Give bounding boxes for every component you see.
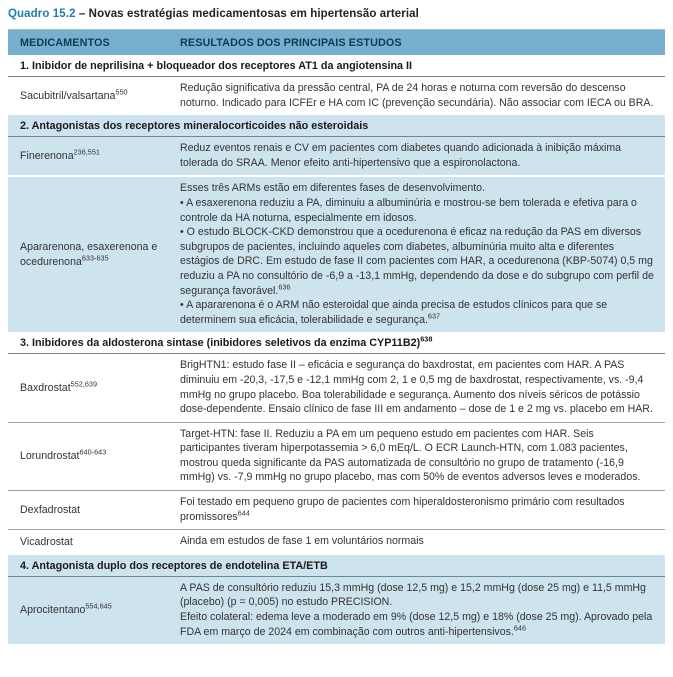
drug-cell	[8, 423, 180, 490]
result-cell	[180, 491, 665, 529]
drug-name	[20, 149, 100, 164]
result-cell	[180, 77, 665, 115]
drug-cell	[8, 530, 180, 555]
section-header-citation: 638	[420, 334, 433, 344]
result-paragraph: A PAS de consultório reduziu 15,3 mmHg (dose 12,5 mg) e 15,2 mmHg (dose 25 mg) e 11,5 mmHg (placebo) (p = 0,005) no estudo PRECISION.	[180, 581, 646, 609]
section-header	[8, 55, 665, 77]
drug-name-text: Finerenona	[20, 149, 74, 162]
result-paragraph: Foi testado em pequeno grupo de pacientes com hiperaldosteronismo primário com resultados promissores$^{644}$	[180, 496, 625, 523]
result-paragraph: Esses três ARMs estão em diferentes fases de desenvolvimento.	[180, 182, 486, 195]
result-cell	[180, 354, 665, 421]
section-header-text: 4. Antagonista duplo dos receptores de endotelina ETA/ETB	[20, 559, 328, 572]
drug-name	[20, 535, 73, 550]
drug-name-text: Apararenona, esaxerenona e ocedurenona	[20, 241, 158, 268]
drug-name-text: Dexfadrostat	[20, 503, 81, 516]
table-caption-number: Quadro 15.2	[8, 8, 76, 20]
result-paragraph: BrigHTN1: estudo fase II – eficácia e segurança do baxdrostat, em pacientes com HAR. A PAS diminuiu em -20,3, -17,5 e -12,1 mmHg com 2, 1 e 0,5 mg de baxdrostat, respectivamente, vs. -9,4 mmHg no grupo placebo. Boa tolerabilidade e segurança. Aumento dos níveis séricos de potássio dose-dependente. Ensaio clínico de fase III em andamento – dose de 1 e 2 mg vs. placebo em HAR.	[180, 359, 653, 416]
result-paragraph: • O estudo BLOCK-CKD demonstrou que a ocedurenona é eficaz na redução da PAS em diversos subgrupos de pacientes, incluindo aqueles com diabetes, albuminúria muito alta e diferentes estágios de DRC. Em estudo de fase II com pacientes com HAR, a ocedurenona (KBP-5074) 0,5 mg reduziu a PA no consultório de -6,9 a -13,1 mmHg, dependendo da dose e do subgrupo com perfil de segurança favorável.$^{636}$	[180, 226, 654, 297]
drug-citation: 640-643	[79, 447, 107, 457]
drug-name	[20, 240, 174, 269]
table-row	[8, 137, 665, 175]
drug-cell	[8, 177, 180, 332]
result-citation: 636	[278, 282, 291, 291]
section-arm-nao-esteroidais	[8, 115, 665, 332]
drug-name	[20, 449, 106, 464]
result-citation: 637	[427, 311, 441, 321]
drug-name	[20, 89, 128, 104]
result-cell	[180, 137, 665, 175]
table-caption	[8, 8, 665, 20]
column-header-medicamentos: MEDICAMENTOS	[20, 37, 110, 49]
section-header	[8, 332, 665, 354]
table-row	[8, 175, 665, 332]
table-row	[8, 529, 665, 555]
result-paragraph: Target-HTN: fase II. Reduziu a PA em um pequeno estudo em pacientes com HAR. Seis participantes tiveram hiperpotassemia > 6,0 mEq/L. O ECR Launch-HTN, com 1.083 pacientes, mostrou queda significante da PAS automatizada de consultório no grupo de tratamento (-16,9 mmHg) vs. -7,9 mmHg no grupo placebo, mas com 50% de eventos adversos leves e moderados.	[180, 427, 641, 484]
result-paragraph: Redução significativa da pressão central, PA de 24 horas e noturna com reversão do descenso noturno. Indicado para ICFEr e HA com IC (prevenção secundária). Não associar com IECA ou BRA.	[180, 82, 654, 109]
drug-citation: 550	[115, 87, 128, 97]
table-row	[8, 354, 665, 421]
result-cell	[180, 177, 665, 332]
table-row	[8, 422, 665, 490]
section-neprilisina	[8, 55, 665, 115]
drug-citation: 236,551	[73, 147, 100, 157]
section-header-text: 1. Inibidor de neprilisina + bloqueador dos receptores AT1 da angiotensina II	[20, 60, 413, 72]
drug-name	[20, 603, 112, 618]
result-cell	[180, 530, 665, 555]
drug-table	[8, 29, 665, 644]
drug-name-text: Baxdrostat	[20, 381, 71, 394]
drug-cell	[8, 491, 180, 529]
table-row	[8, 577, 665, 644]
drug-cell	[8, 577, 180, 644]
drug-name-text: Aprocitentano	[20, 604, 86, 617]
table-row	[8, 490, 665, 529]
section-header-text: 3. Inibidores da aldosterona sintase (inibidores seletivos da enzima CYP11B2)	[20, 337, 421, 350]
drug-citation: 552,639	[70, 379, 98, 389]
result-citation: 646	[513, 623, 527, 633]
table-header-row	[8, 30, 665, 55]
drug-name-text: Lorundrostat	[20, 450, 80, 463]
drug-name-text: Vicadrostat	[20, 536, 73, 549]
table-row	[8, 77, 665, 115]
result-cell	[180, 577, 665, 644]
result-paragraph: • A esaxerenona reduziu a PA, diminuiu a albuminúria e mostrou-se bem tolerada e efetiva para o controle da HA noturna, especialmente em idosos.	[180, 196, 637, 224]
result-paragraph: • A apararenona é o ARM não esteroidal que ainda precisa de estudos clínicos para que se determinem sua eficácia, tolerabilidade e segurança.$^{637}$	[180, 299, 608, 326]
section-header	[8, 115, 665, 137]
result-paragraph: Ainda em estudos de fase 1 em voluntários normais	[180, 535, 424, 548]
drug-name	[20, 381, 97, 396]
drug-name	[20, 503, 80, 518]
drug-citation: 554,645	[85, 601, 112, 611]
drug-name-text: Sacubitril/valsartana	[20, 89, 116, 102]
result-paragraph: Reduz eventos renais e CV em pacientes com diabetes quando adicionada à inibição máxima tolerada do SRAA. Menor efeito anti-hipertensivo que a espironolactona.	[180, 142, 622, 169]
result-cell	[180, 423, 665, 490]
drug-cell	[8, 137, 180, 175]
section-aldosterona-sintase	[8, 332, 665, 555]
result-paragraph: Efeito colateral: edema leve a moderado em 9% (dose 12,5 mg) e 18% (dose 25 mg). Aprovado pela FDA em março de 2024 em combinação com outros anti-hipertensivos.$^{646}$	[180, 611, 653, 638]
table-caption-text: – Novas estratégias medicamentosas em hipertensão arterial	[78, 8, 419, 20]
drug-citation: 633-635	[81, 253, 109, 263]
drug-cell	[8, 77, 180, 115]
result-citation: 644	[237, 508, 250, 518]
column-header-resultados: RESULTADOS DOS PRINCIPAIS ESTUDOS	[180, 37, 402, 49]
drug-cell	[8, 354, 180, 421]
section-header	[8, 555, 665, 577]
section-header-text: 2. Antagonistas dos receptores mineralocorticoides não esteroidais	[20, 120, 369, 133]
section-endotelina	[8, 555, 665, 644]
